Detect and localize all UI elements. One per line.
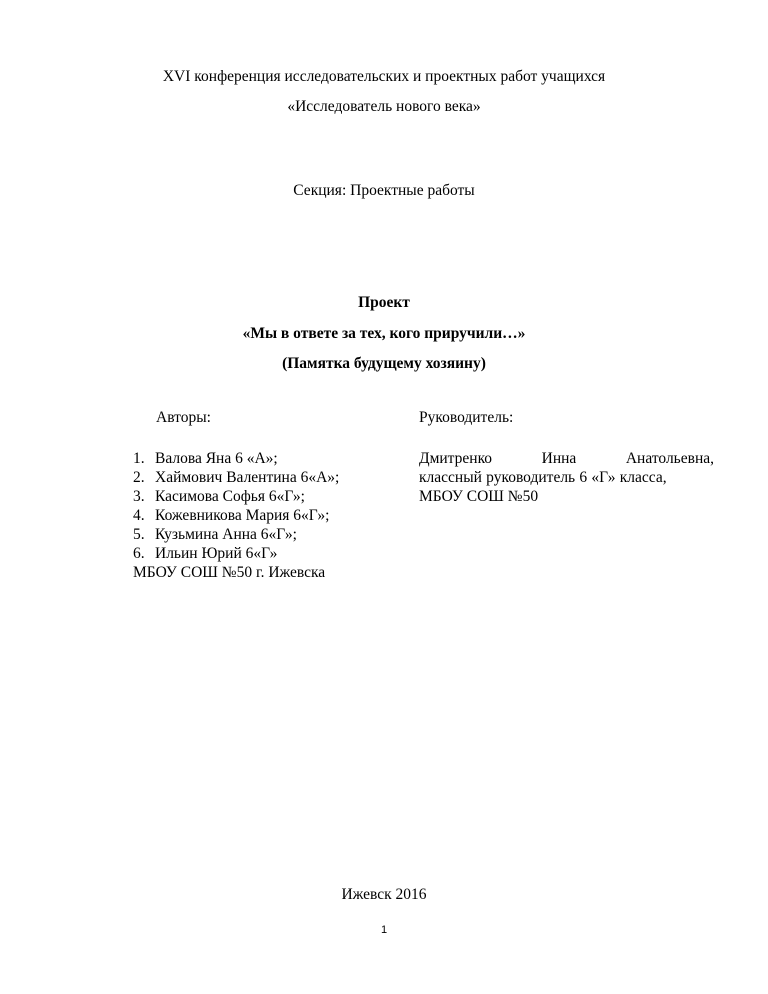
authors-heading: Авторы: [156,409,211,426]
supervisor-heading: Руководитель: [419,409,514,426]
project-label: Проект [358,294,410,311]
list-number: 5. [133,526,145,543]
author-name: Касимова Софья 6«Г»; [155,488,305,505]
page-number: 1 [380,924,388,936]
author-list-item [133,469,339,487]
supervisor-line-2: классный руководитель 6 «Г» класса, [419,469,667,486]
author-list-item [133,526,297,544]
list-number: 3. [133,488,145,505]
authors-school: МБОУ СОШ №50 г. Ижевска [133,564,326,581]
author-list-item [133,507,329,525]
supervisor-patronymic: Анатольевна, [625,450,714,467]
section-label: Секция: Проектные работы [293,182,475,199]
supervisor-school: МБОУ СОШ №50 [419,488,539,505]
author-name: Хаймович Валентина 6«А»; [155,469,340,486]
project-subtitle: (Памятка будущему хозяину) [282,355,486,372]
list-number: 4. [133,507,145,524]
supervisor-first-name: Инна [541,450,577,467]
supervisor-line-1 [419,450,714,468]
list-number: 1. [133,450,145,467]
conference-title: «Исследователь нового века» [287,98,481,115]
author-list-item [133,488,305,506]
author-name: Кожевникова Мария 6«Г»; [155,507,330,524]
author-name: Кузьмина Анна 6«Г»; [155,526,297,543]
list-number: 6. [133,545,145,562]
supervisor-surname: Дмитренко [419,450,493,467]
project-name: «Мы в ответе за тех, кого приручили…» [242,325,526,342]
conference-line: XVI конференция исследовательских и проектных работ учащихся [162,68,606,85]
list-number: 2. [133,469,145,486]
author-name: Ильин Юрий 6«Г» [155,545,278,562]
author-list-item [133,450,278,468]
city-year: Ижевск 2016 [341,886,427,903]
author-list-item [133,545,277,563]
author-name: Валова Яна 6 «А»; [155,450,278,467]
